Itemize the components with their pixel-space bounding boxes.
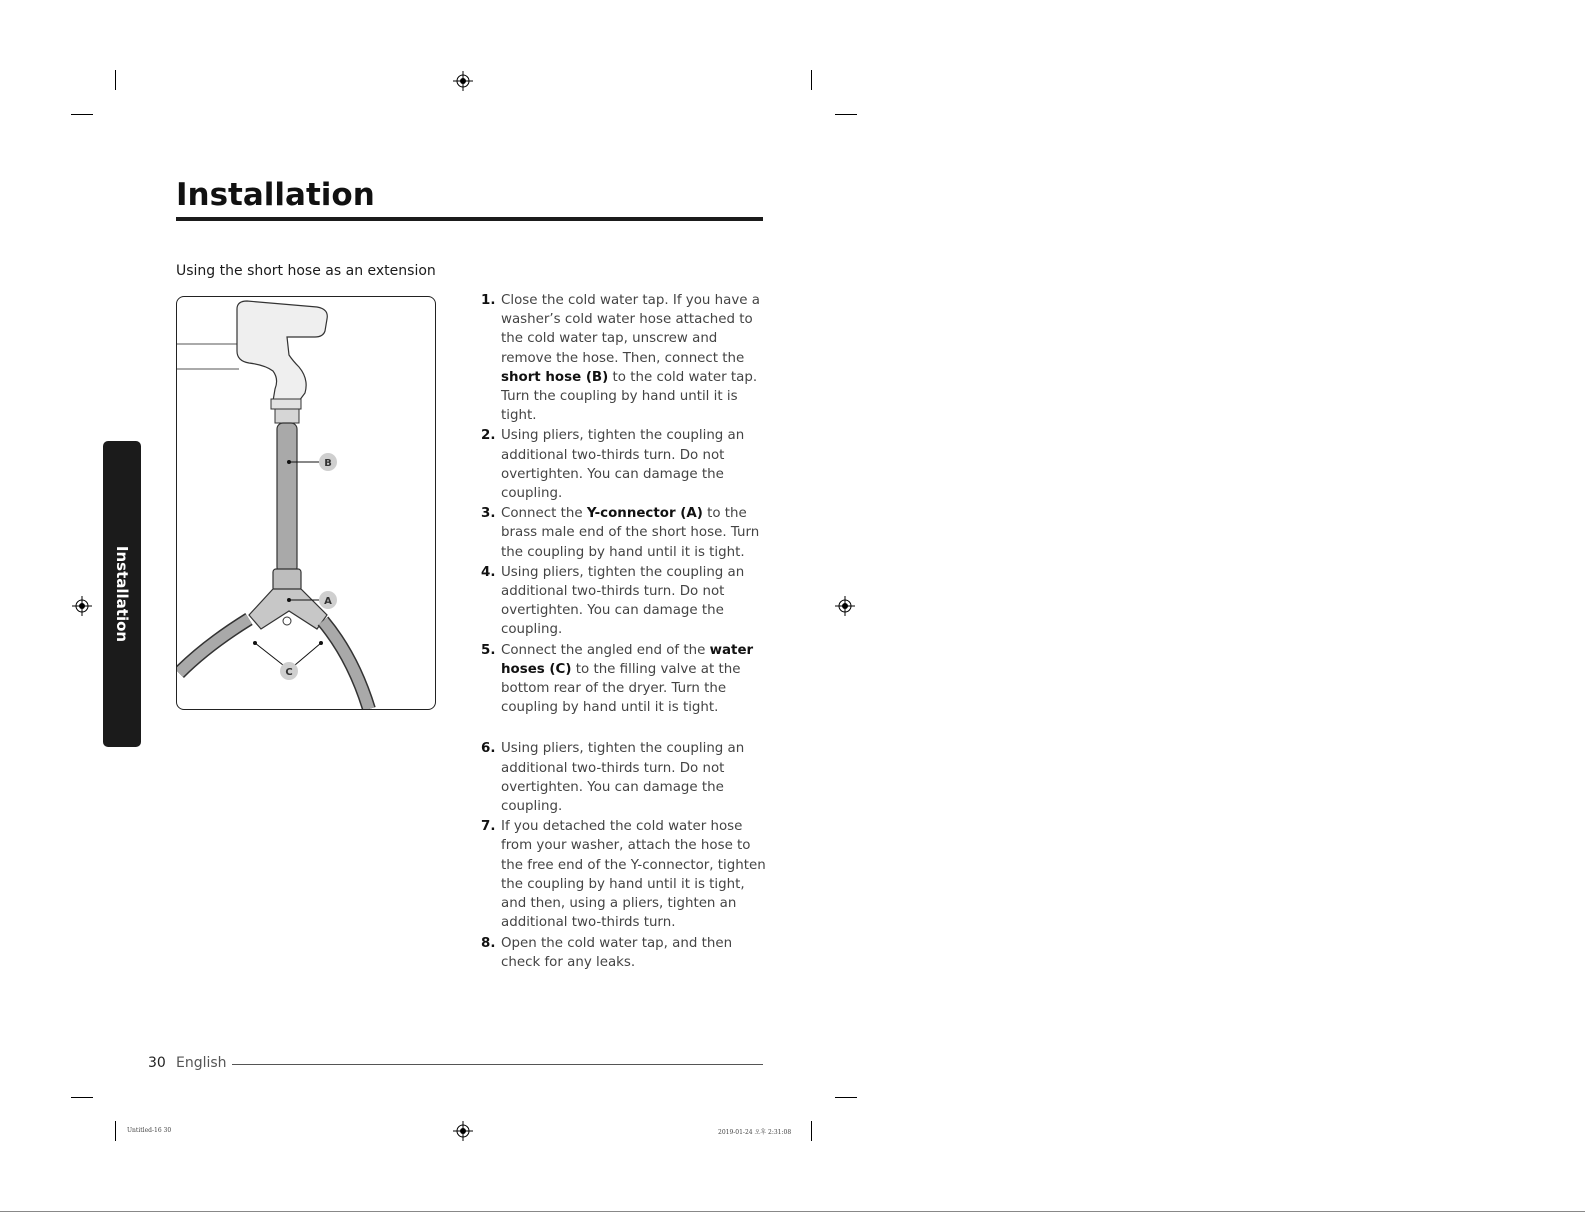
page-number: 30 <box>148 1055 166 1071</box>
section-heading: Using the short hose as an extension <box>176 263 436 279</box>
crop-mark-bottom-right-h <box>835 1097 857 1098</box>
footer-rule <box>232 1064 763 1065</box>
step-item <box>481 426 771 503</box>
installation-steps <box>481 291 771 973</box>
step-text: Close the cold water tap. If you have a washer’s cold water hose attached to the cold water tap, unscrew and remove the hose. Then, connect the <box>501 293 760 366</box>
step-number: 4. <box>481 564 496 580</box>
footer-language: English <box>176 1055 227 1071</box>
step-item <box>481 817 771 932</box>
side-chapter-tab <box>103 441 141 747</box>
step-text: to the cold water tap. Turn the coupling by hand until it is tight. <box>501 369 758 424</box>
step-number: 8. <box>481 935 496 951</box>
registration-mark-icon <box>72 596 92 616</box>
side-tab-label: Installation <box>113 545 131 643</box>
step-text: to the filling valve at the bottom rear of the dryer. Turn the coupling by hand until it is tight. <box>501 661 741 716</box>
hose-illustration <box>176 296 436 710</box>
print-slug-right: 2019-01-24 오후 2:31:08 <box>718 1129 792 1136</box>
step-number: 2. <box>481 428 496 444</box>
step-text: If you detached the cold water hose from your washer, attach the hose to the free end of the Y-connector, tighten the coupling by hand until it is tight, and then, using a pliers, tighten an additional two-thirds turn. <box>501 819 766 931</box>
step-item <box>481 291 771 425</box>
step-text: to the brass male end of the short hose. Turn the coupling by hand until it is tight. <box>501 506 760 560</box>
step-text: Using pliers, tighten the coupling an additional two-thirds turn. Do not overtighten. You can damage the coupling. <box>501 564 745 638</box>
step-text: Connect the <box>501 506 587 522</box>
step-text: Open the cold water tap, and then check for any leaks. <box>501 935 733 970</box>
step-item <box>481 641 771 718</box>
step-item <box>481 739 771 816</box>
step-emphasis: short hose (B) <box>501 369 609 385</box>
print-slug-left: Untitled-16 30 <box>127 1127 172 1134</box>
step-number: 7. <box>481 819 496 835</box>
step-number: 3. <box>481 506 496 522</box>
callout-c: C <box>285 667 293 678</box>
crop-mark-bottom-right <box>811 1121 812 1141</box>
crop-mark-top-right <box>811 70 812 90</box>
crop-mark-bottom-left <box>115 1121 116 1141</box>
step-text: Using pliers, tighten the coupling an additional two-thirds turn. Do not overtighten. You can damage the coupling. <box>501 741 745 815</box>
step-text: Using pliers, tighten the coupling an additional two-thirds turn. Do not overtighten. You can damage the coupling. <box>501 428 745 502</box>
crop-mark-top-right-h <box>835 114 857 115</box>
bottom-edge-rule <box>0 1211 1585 1212</box>
step-emphasis: Y-connector (A) <box>586 506 703 522</box>
step-number: 6. <box>481 741 496 757</box>
hose-diagram-icon <box>177 297 436 710</box>
crop-mark-bottom-left-h <box>71 1097 93 1098</box>
title-underline <box>176 217 763 221</box>
step-number: 5. <box>481 642 496 658</box>
registration-mark-icon <box>453 71 473 91</box>
registration-mark-icon <box>835 596 855 616</box>
step-emphasis: water hoses (C) <box>501 642 754 677</box>
callout-b: B <box>324 458 332 469</box>
step-item <box>481 504 771 562</box>
step-text: Connect the angled end of the <box>501 642 710 658</box>
page-title: Installation <box>176 177 375 213</box>
registration-mark-icon <box>453 1121 473 1141</box>
callout-a: A <box>324 596 332 607</box>
step-item <box>481 563 771 640</box>
crop-mark-top-left-h <box>71 114 93 115</box>
step-item <box>481 934 771 972</box>
crop-mark-top-left <box>115 70 116 90</box>
step-number: 1. <box>481 293 496 308</box>
